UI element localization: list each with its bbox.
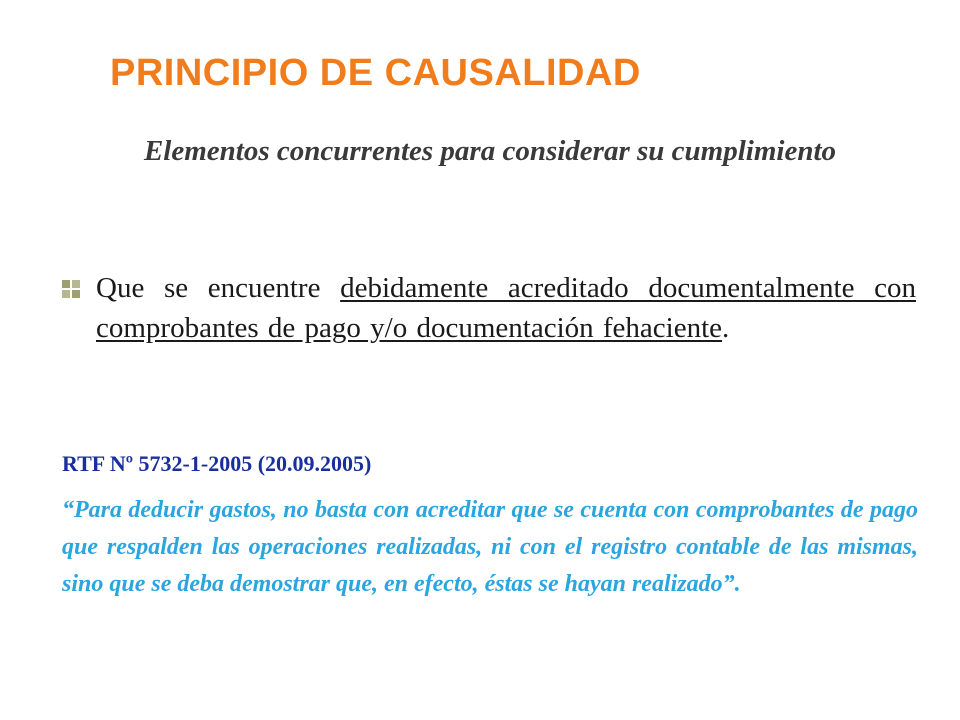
slide-title: PRINCIPIO DE CAUSALIDAD [110,52,641,94]
bullet-text-lead: Que se encuentre [96,272,341,304]
bullet-text-underlined: debidamente acreditado documentalmente con comprobantes de pago y/o documentación fehaciente [96,272,916,344]
bullet-point [62,268,922,348]
slide-subtitle: Elementos concurrentes para considerar su cumplimiento [143,135,837,167]
quote-text: “Para deducir gastos, no basta con acreditar que se cuenta con comprobantes de pago que respalden las operaciones realizadas, ni con el registro contable de las mismas, sino que se deba demostrar que, en efecto, éstas se hayan realizado”. [62,497,918,597]
rtf-reference: RTF Nº 5732-1-2005 (20.09.2005) [62,451,372,476]
bullet-text-end: . [722,312,730,344]
bullet-text [96,268,916,348]
four-square-bullet-icon [62,280,80,298]
